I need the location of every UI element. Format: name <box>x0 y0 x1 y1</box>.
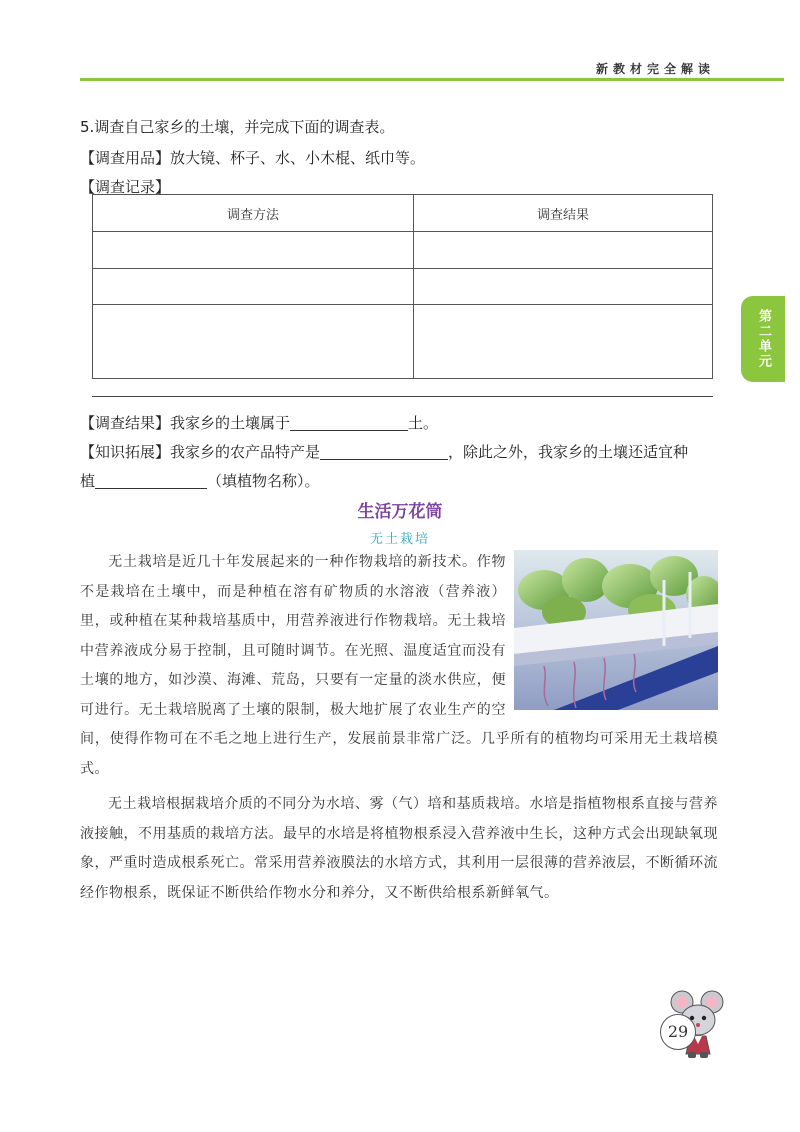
table-row <box>93 305 713 379</box>
soil-type-blank[interactable] <box>290 415 408 431</box>
section-rule <box>92 396 713 397</box>
extension-prefix: 我家乡的农产品特产是 <box>170 443 321 461</box>
extension-line <box>80 441 688 462</box>
paragraph-1-text: 无土栽培是近几十年发展起来的一种作物栽培的新技术。作物不是栽培在土壤中，而是种植在溶有矿物质的水溶液（营养液）里，或种植在某种栽培基质中，用营养液进行作物栽培。无土栽培中营养液成分易于控制，且可随时调节。在光照、温度适宜而没有土壤的地方，如沙漠、海滩、荒岛，只要有一定量的淡水供应，便可进行。无土栽培脱离了土壤的限制，极大地扩展了农业生产的空间，使得作物可在不毛之地上进行生产，发展前景非常广泛。几乎所有的植物均可采用无土栽培模式。 <box>80 554 718 777</box>
table-cell-method[interactable] <box>93 232 414 269</box>
table-cell-result[interactable] <box>414 232 713 269</box>
result-label: 【调查结果】 <box>80 414 171 432</box>
hydroponics-photo <box>514 550 718 710</box>
table-cell-result[interactable] <box>414 269 713 305</box>
question-number: 5. <box>80 118 95 136</box>
result-suffix: 土。 <box>408 414 439 432</box>
article-paragraph-2 <box>80 790 718 908</box>
extension-line2-prefix: 植 <box>80 472 96 490</box>
specialty-blank[interactable] <box>320 444 448 460</box>
header-divider <box>80 78 784 81</box>
section-subtitle: 无土栽培 <box>369 532 430 547</box>
section-title: 生活万花筒 <box>357 502 443 522</box>
extension-line2-suffix: （填植物名称）。 <box>207 472 320 490</box>
question-text: 调查自己家乡的土壤，并完成下面的调查表。 <box>94 118 395 136</box>
table-header-row <box>93 195 713 232</box>
extension-middle: ，除此之外，我家乡的土壤还适宜种 <box>448 443 689 461</box>
page-number: 29 <box>660 1014 696 1050</box>
question-heading <box>80 116 394 137</box>
table-cell-result[interactable] <box>414 305 713 379</box>
table-header-result: 调查结果 <box>414 195 713 232</box>
supplies-line <box>80 147 425 168</box>
plant-name-blank[interactable] <box>95 473 207 489</box>
result-prefix: 我家乡的土壤属于 <box>170 414 291 432</box>
table-row <box>93 269 713 305</box>
supplies-text: 放大镜、杯子、水、小木棍、纸巾等。 <box>170 149 426 167</box>
extension-line-2 <box>80 470 320 491</box>
result-line <box>80 412 438 433</box>
survey-table <box>92 194 713 379</box>
table-cell-method[interactable] <box>93 305 414 379</box>
header-title: 新教材完全解读 <box>596 62 716 76</box>
table-header-method: 调查方法 <box>93 195 414 232</box>
paragraph-2-text: 无土栽培根据栽培介质的不同分为水培、雾（气）培和基质栽培。水培是指植物根系直接与营养液接触，不用基质的栽培方法。最早的水培是将植物根系浸入营养液中生长，这种方式会出现缺氧现象，严重时造成根系死亡。常采用营养液膜法的水培方式，其利用一层很薄的营养液层，不断循环流经作物根系，既保证不断供给作物水分和养分，又不断供给根系新鲜氧气。 <box>80 796 718 901</box>
extension-label: 【知识拓展】 <box>80 443 171 461</box>
table-cell-method[interactable] <box>93 269 414 305</box>
table-row <box>93 232 713 269</box>
unit-side-tab[interactable]: 第二单元 <box>741 296 785 382</box>
supplies-label: 【调查用品】 <box>80 149 171 167</box>
record-label: 【调查记录】 <box>80 178 171 196</box>
article-paragraph-1 <box>80 548 718 784</box>
